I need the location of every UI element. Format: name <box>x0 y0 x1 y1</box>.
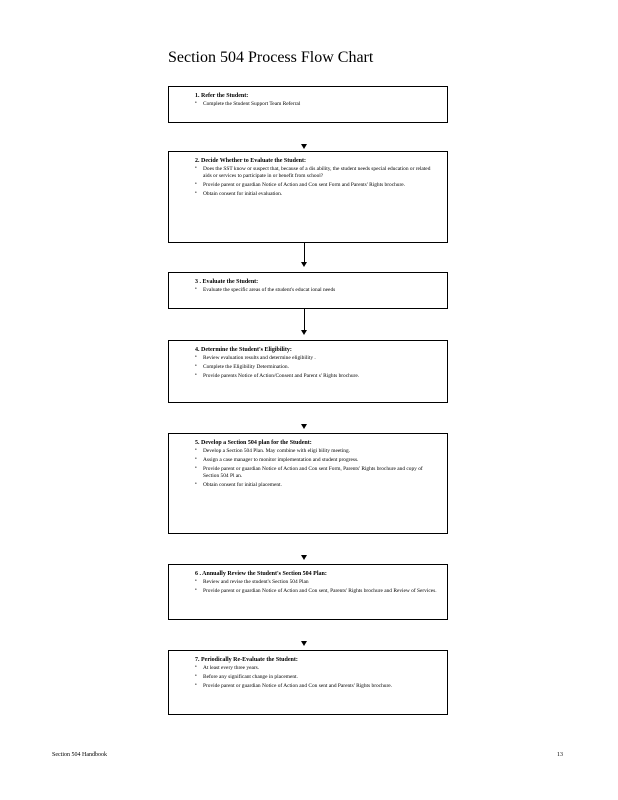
step-2-item-1 <box>195 166 437 180</box>
step-7-item-3 <box>195 683 437 690</box>
step-3-item-1-text: Evaluate the specific areas of the student's educat ional needs <box>203 287 336 293</box>
step-7-list <box>195 665 437 690</box>
step-3-item-1 <box>195 287 437 294</box>
bullet-icon: • <box>195 166 197 171</box>
footer-handbook-title: Section 504 Handbook <box>52 752 107 758</box>
step-3-list <box>195 287 437 294</box>
step-4-item-3-text: Provide parents Notice of Action/Consent and Parent s' Rights brochure. <box>203 373 360 380</box>
step-4-box <box>168 340 448 403</box>
bullet-icon: • <box>195 457 197 463</box>
step-2-box <box>168 151 448 243</box>
step-3-heading: 3 . Evaluate the Student: <box>195 279 259 285</box>
arrow-down-icon <box>301 641 307 646</box>
step-7-item-2-text: Before any significant change in placement. <box>203 674 298 681</box>
step-2-item-1-text: Does the SST know or suspect that, because of a dis ability, the student needs special education or related aids or services to participate in or benefit from school? <box>203 166 431 180</box>
step-1-item-1-text: Complete the Student Support Team Referral <box>203 101 301 107</box>
step-1-box <box>168 86 448 123</box>
page-title: Section 504 Process Flow Chart <box>168 49 374 66</box>
step-5-item-1 <box>195 448 437 455</box>
step-1-item-1 <box>195 101 437 108</box>
step-2-item-3-text: Obtain consent for initial evaluation. <box>203 191 283 198</box>
step-1-list <box>195 101 437 108</box>
step-3-box <box>168 272 448 309</box>
bullet-icon: • <box>195 191 197 197</box>
step-2-list <box>195 166 437 198</box>
step-5-item-3 <box>195 466 437 480</box>
bullet-icon: • <box>195 182 197 188</box>
step-7-box <box>168 650 448 715</box>
bullet-icon: • <box>195 674 197 680</box>
step-2-item-2 <box>195 182 437 189</box>
arrow-down-icon <box>301 262 307 267</box>
bullet-icon: • <box>195 355 197 360</box>
connector-line <box>304 309 305 330</box>
step-6-item-1 <box>195 579 437 586</box>
step-5-item-1-text: Develop a Section 504 Plan. May combine with eligi bility meeting. <box>203 448 351 454</box>
step-7-heading: 7. Periodically Re-Evaluate the Student: <box>195 657 298 663</box>
bullet-icon: • <box>195 373 197 379</box>
step-4-item-1-text: Review evaluation results and determine eligibility . <box>203 355 316 361</box>
connector-line <box>304 243 305 262</box>
step-6-box <box>168 564 448 620</box>
step-4-item-1 <box>195 355 437 362</box>
step-6-item-2-text: Provide parent or guardian Notice of Action and Con sent, Parents' Rights brochure and Review of Services. <box>203 588 437 595</box>
step-5-item-2 <box>195 457 437 464</box>
step-5-item-3-text: Provide parent or guardian Notice of Action and Con sent Form, Parents' Rights brochure and copy of Section 504 Pl an. <box>203 466 423 480</box>
step-7-item-1 <box>195 665 437 672</box>
bullet-icon: • <box>195 448 197 453</box>
step-6-item-2 <box>195 588 437 595</box>
bullet-icon: • <box>195 579 197 584</box>
step-1-heading: 1. Refer the Student: <box>195 93 249 99</box>
step-5-heading: 5. Develop a Section 504 plan for the Student: <box>195 440 312 446</box>
step-4-heading: 4. Determine the Student's Eligibility: <box>195 347 292 353</box>
step-4-item-2-text: Complete the Eligibility Determination. <box>203 364 289 371</box>
bullet-icon: • <box>195 482 197 488</box>
footer-page-number: 13 <box>557 752 563 758</box>
step-5-item-2-text: Assign a case manager to monitor implementation and student progress. <box>203 457 359 464</box>
step-4-list <box>195 355 437 380</box>
step-2-item-3 <box>195 191 437 198</box>
step-6-list <box>195 579 437 595</box>
step-2-heading: 2. Decide Whether to Evaluate the Student: <box>195 158 306 164</box>
bullet-icon: • <box>195 665 197 670</box>
arrow-down-icon <box>301 424 307 429</box>
arrow-down-icon <box>301 144 307 149</box>
step-5-list <box>195 448 437 489</box>
bullet-icon: • <box>195 101 197 106</box>
step-7-item-1-text: At least every three years. <box>203 665 260 671</box>
bullet-icon: • <box>195 287 197 292</box>
step-4-item-3 <box>195 373 437 380</box>
step-5-item-4 <box>195 482 437 489</box>
step-6-heading: 6 . Annually Review the Student's Section 504 Plan: <box>195 571 327 577</box>
step-2-item-2-text: Provide parent or guardian Notice of Action and Con sent Form and Parents' Rights brochure. <box>203 182 406 189</box>
step-5-item-4-text: Obtain consent for initial placement. <box>203 482 282 489</box>
step-7-item-3-text: Provide parent or guardian Notice of Action and Con sent and Parents' Rights brochure. <box>203 683 393 690</box>
step-7-item-2 <box>195 674 437 681</box>
step-4-item-2 <box>195 364 437 371</box>
step-5-box <box>168 433 448 534</box>
bullet-icon: • <box>195 683 197 689</box>
arrow-down-icon <box>301 330 307 335</box>
arrow-down-icon <box>301 555 307 560</box>
bullet-icon: • <box>195 588 197 594</box>
step-6-item-1-text: Review and revise the student's Section 504 Plan <box>203 579 309 585</box>
bullet-icon: • <box>195 364 197 370</box>
bullet-icon: • <box>195 466 197 472</box>
